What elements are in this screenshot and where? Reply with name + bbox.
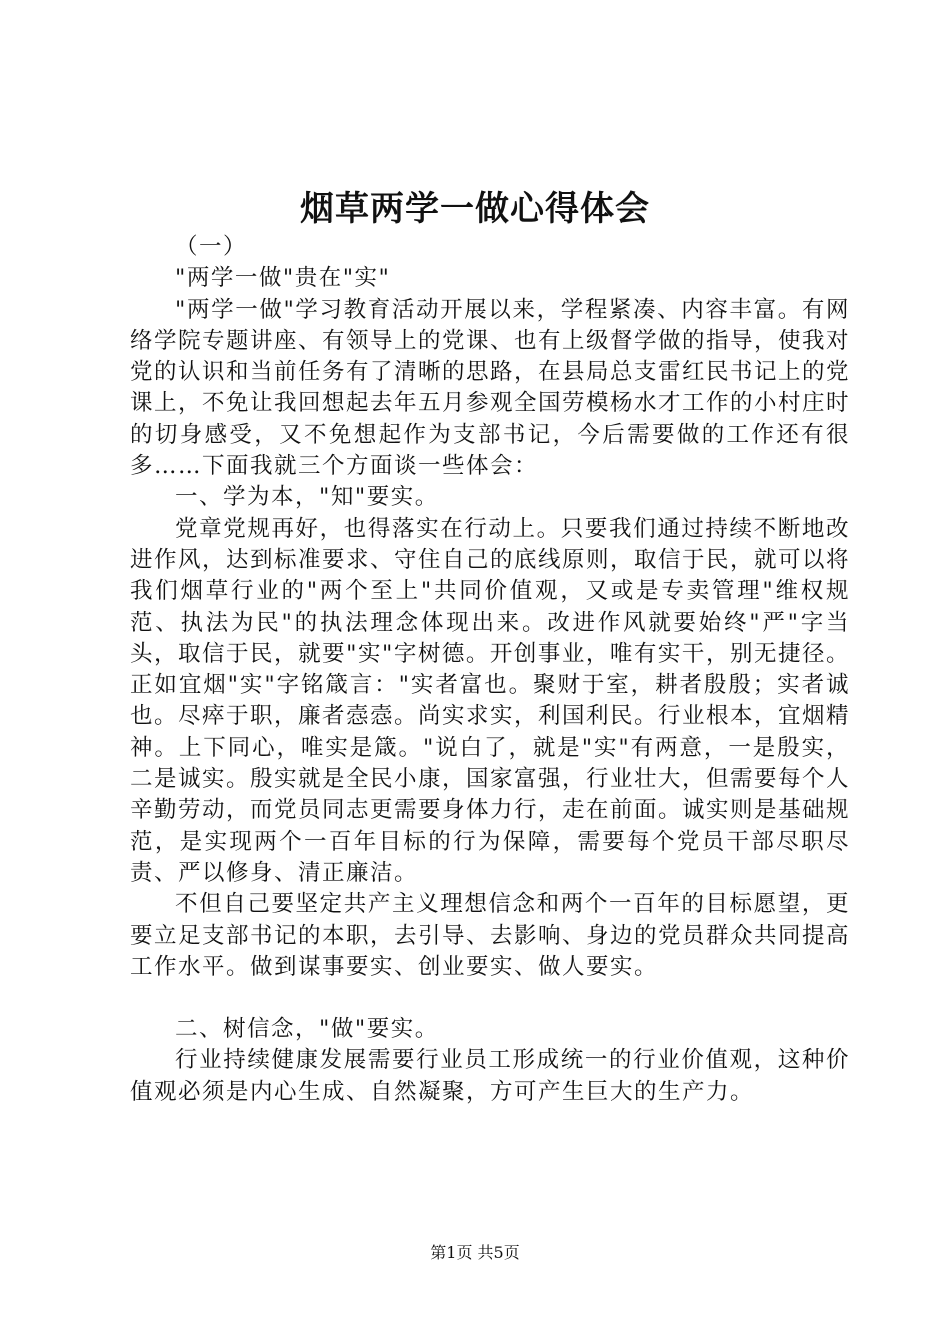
heading-one: 一、学为本，"知"要实。 bbox=[175, 484, 439, 511]
document-title: 烟草两学一做心得体会 bbox=[300, 189, 650, 229]
paragraph-three: 行业持续健康发展需要行业员工形成统一的行业价值观，这种价值观必须是内心生成、自然凝聚，方可产生巨大的生产力。 bbox=[130, 1047, 850, 1105]
heading-two: 二、树信念，"做"要实。 bbox=[175, 1016, 439, 1043]
page-footer: 第1页 共5页 bbox=[430, 1243, 520, 1262]
paragraph-two: 不但自己要坚定共产主义理想信念和两个一百年的目标愿望，更要立足支部书记的本职，去引导、去影响、身边的党员群众共同提高工作水平。做到谋事要实、创业要实、做人要实。 bbox=[130, 891, 851, 980]
intro-paragraph: "两学一做"学习教育活动开展以来，学程紧凑、内容丰富。有网络学院专题讲座、有领导上的党课、也有上级督学做的指导，使我对党的认识和当前任务有了清晰的思路，在县局总支雷红民书记上的党课上，不免让我回想起去年五月参观全国劳模杨水才工作的小村庄时的切身感受，又不免想起作为支部书记，今后需要做的工作还有很多……下面我就三个方面谈一些体会： bbox=[130, 296, 851, 480]
paragraph-one: 党章党规再好，也得落实在行动上。只要我们通过持续不断地改进作风，达到标准要求、守住自己的底线原则，取信于民，就可以将我们烟草行业的"两个至上"共同价值观，又或是专卖管理"维权规范、执法为民"的执法理念体现出来。改进作风就要始终"严"字当头，取信于民，就要"实"字树德。开创事业，唯有实干，别无捷径。正如宜烟"实"字铭箴言："实者富也。聚财于室，耕者殷殷；实者诚也。尽瘁于职，廉者悫悫。尚实求实，利国利民。行业根本，宜烟精神。上下同心，唯实是箴。"说白了，就是"实"有两意，一是殷实，二是诚实。殷实就是全民小康，国家富强，行业壮大，但需要每个人辛勤劳动，而党员同志更需要身体力行，走在前面。诚实则是基础规范，是实现两个一百年目标的行为保障，需要每个党员干部尽职尽责、严以修身、清正廉洁。 bbox=[130, 515, 851, 886]
document-body bbox=[130, 232, 850, 1108]
paragraph-gap bbox=[130, 983, 850, 1014]
subtitle-line: "两学一做"贵在"实" bbox=[175, 265, 391, 292]
section-number: （一） bbox=[175, 234, 248, 260]
